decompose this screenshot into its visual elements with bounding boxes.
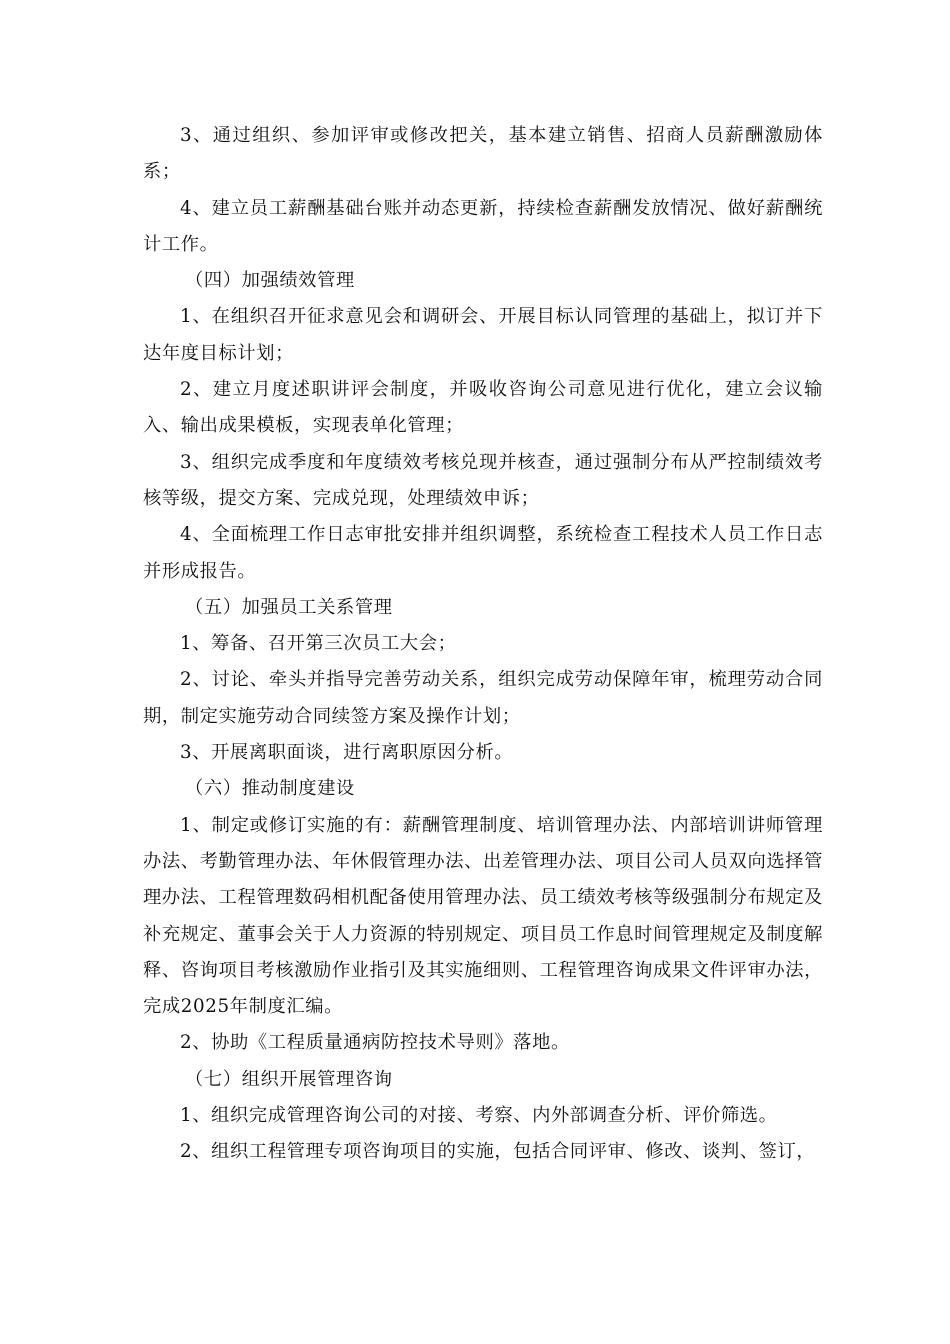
paragraph: 1、组织完成管理咨询公司的对接、考察、内外部调查分析、评价筛选。 <box>180 1105 778 1127</box>
paragraph: 1、筹备、召开第三次员工大会； <box>180 633 457 655</box>
paragraph: 1、在组织召开征求意见会和调研会、开展目标认同管理的基础上，拟订并下达年度目标计划； <box>143 306 823 364</box>
paragraph: 2、组织工程管理专项咨询项目的实施，包括合同评审、修改、谈判、签订， <box>180 1141 816 1163</box>
paragraph: 2、协助《工程质量通病防控技术导则》落地。 <box>180 1032 570 1054</box>
paragraph: 1、制定或修订实施的有：薪酬管理制度、培训管理办法、内部培训讲师管理办法、考勤管理办法、年休假管理办法、出差管理办法、项目公司人员双向选择管理办法、工程管理数码相机配备使用管理办法、员工绩效考核等级强制分布规定及补充规定、董事会关于人力资源的特别规定、项目员工作息时间管理规定及制度解释、咨询项目考核激励作业指引及其实施细则、工程管理咨询成果文件评审办法，完成2025年制度汇编。 <box>143 814 823 1018</box>
section-heading: （七）组织开展管理咨询 <box>185 1068 393 1090</box>
section-heading: （六）推动制度建设 <box>185 778 355 800</box>
paragraph: 2、建立月度述职讲评会制度，并吸收咨询公司意见进行优化，建立会议输入、输出成果模板，实现表单化管理； <box>143 379 823 437</box>
document-body <box>143 118 823 1171</box>
paragraph: 3、开展离职面谈，进行离职原因分析。 <box>180 742 514 764</box>
section-heading: （五）加强员工关系管理 <box>185 596 393 618</box>
paragraph: 4、全面梳理工作日志审批安排并组织调整，系统检查工程技术人员工作日志并形成报告。 <box>143 524 823 582</box>
section-heading: （四）加强绩效管理 <box>185 270 355 292</box>
paragraph: 3、通过组织、参加评审或修改把关，基本建立销售、招商人员薪酬激励体系； <box>143 125 823 183</box>
paragraph: 2、讨论、牵头并指导完善劳动关系，组织完成劳动保障年审，梳理劳动合同期，制定实施劳动合同续签方案及操作计划； <box>143 669 823 727</box>
paragraph: 3、组织完成季度和年度绩效考核兑现并核查，通过强制分布从严控制绩效考核等级，提交方案、完成兑现，处理绩效申诉； <box>143 451 823 509</box>
paragraph: 4、建立员工薪酬基础台账并动态更新，持续检查薪酬发放情况、做好薪酬统计工作。 <box>143 197 823 255</box>
